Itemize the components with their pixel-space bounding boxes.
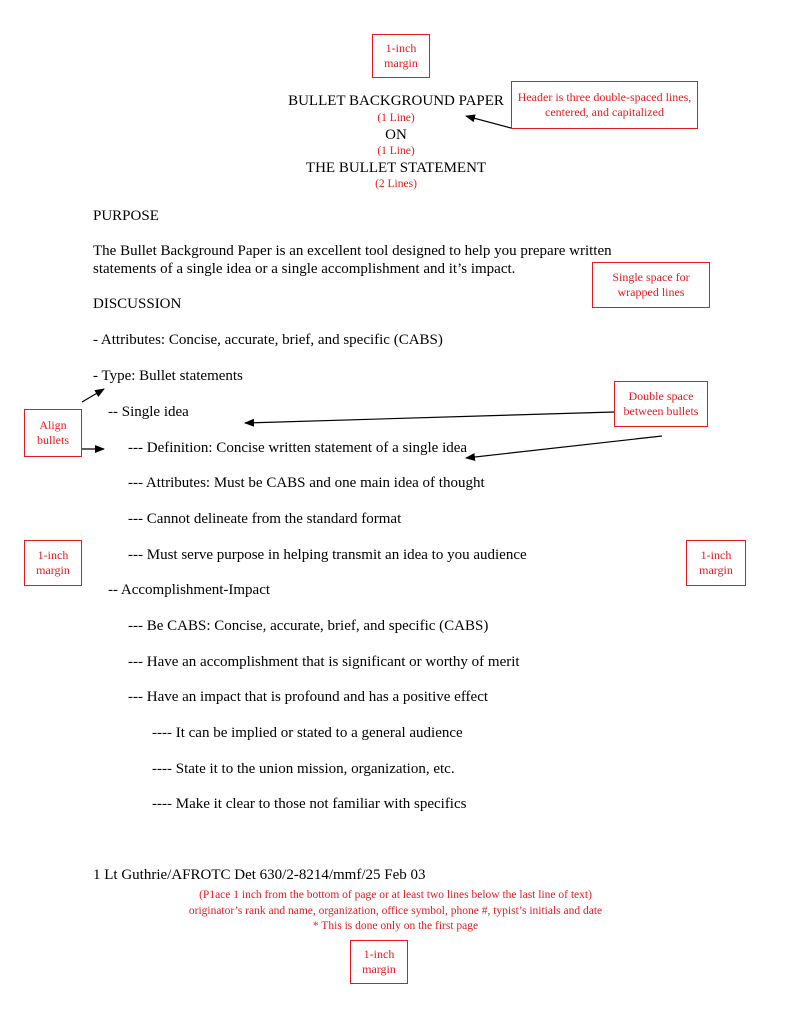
top-margin-annotation: 1-inch margin: [372, 34, 430, 78]
footer-note-line-3: * This is done only on the first page: [312, 920, 479, 932]
level-4-bullet-mission: ---- State it to the union mission, organization, etc.: [152, 761, 455, 777]
level-4-bullet-clear: ---- Make it clear to those not familiar with specifics: [152, 796, 467, 812]
level-4-bullet-implied: ---- It can be implied or stated to a general audience: [152, 725, 463, 741]
left-margin-annotation: 1-inch margin: [24, 540, 82, 586]
single-space-annotation: Single space for wrapped lines: [592, 262, 710, 308]
purpose-heading: PURPOSE: [93, 208, 159, 224]
sub-sub-bullet-attributes: --- Attributes: Must be CABS and one main idea of thought: [128, 475, 485, 491]
bullet-attributes: - Attributes: Concise, accurate, brief, and specific (CABS): [93, 332, 443, 348]
sub-bullet-single-idea: -- Single idea: [108, 404, 189, 420]
sub-sub-bullet-format: --- Cannot delineate from the standard format: [128, 511, 402, 527]
header-line-2: ON: [385, 127, 407, 143]
header-note-3: (2 Lines): [375, 178, 417, 190]
sub-sub-bullet-impact: --- Have an impact that is profound and has a positive effect: [128, 689, 489, 705]
bullet-type: - Type: Bullet statements: [93, 368, 243, 384]
header-note-2: (1 Line): [377, 145, 415, 157]
double-space-annotation: Double space between bullets: [614, 381, 708, 427]
originator-line: 1 Lt Guthrie/AFROTC Det 630/2-8214/mmf/25 Feb 03: [93, 867, 426, 883]
purpose-text-line-2: statements of a single idea or a single accomplishment and it’s impact.: [93, 261, 516, 277]
align-bullets-annotation: Align bullets: [24, 409, 82, 457]
sub-bullet-accomplishment-impact: -- Accomplishment-Impact: [108, 582, 271, 598]
footer-note-line-2: originator’s rank and name, organization, office symbol, phone #, typist’s initials and date: [188, 905, 603, 917]
sub-sub-bullet-definition: --- Definition: Concise written statement of a single idea: [128, 440, 468, 456]
bottom-margin-annotation: 1-inch margin: [350, 940, 408, 984]
sub-sub-bullet-accomplishment: --- Have an accomplishment that is significant or worthy of merit: [128, 654, 520, 670]
purpose-text-line-1: The Bullet Background Paper is an excellent tool designed to help you prepare written: [93, 243, 612, 259]
footer-note-line-1: (P1ace 1 inch from the bottom of page or at least two lines below the last line of text): [199, 889, 592, 901]
sub-sub-bullet-purpose: --- Must serve purpose in helping transmit an idea to you audience: [128, 547, 527, 563]
header-arrow: [466, 116, 511, 128]
right-margin-annotation: 1-inch margin: [686, 540, 746, 586]
align-bullets-arrow-up: [82, 389, 104, 402]
double-space-arrow-1: [245, 412, 614, 423]
header-line-1: BULLET BACKGROUND PAPER: [288, 93, 504, 109]
discussion-heading: DISCUSSION: [93, 296, 182, 312]
header-format-annotation: Header is three double-spaced lines, centered, and capitalized: [511, 81, 698, 129]
header-line-3: THE BULLET STATEMENT: [305, 160, 487, 176]
double-space-arrow-2: [466, 436, 662, 458]
sub-sub-bullet-be-cabs: --- Be CABS: Concise, accurate, brief, and specific (CABS): [128, 618, 489, 634]
header-note-1: (1 Line): [377, 112, 415, 124]
